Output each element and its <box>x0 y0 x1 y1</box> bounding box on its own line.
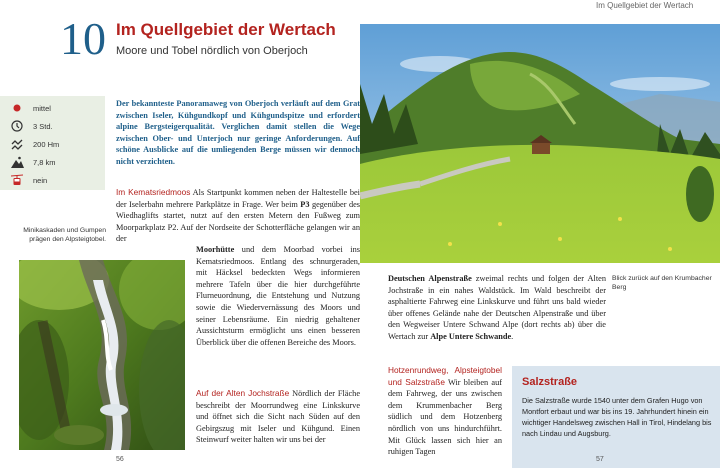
alpe-untere-schwande-label: Alpe Untere Schwande <box>430 331 512 341</box>
tour-info-box <box>0 96 105 190</box>
alpine-meadow-photo <box>360 24 720 263</box>
ascent-icon <box>10 138 24 150</box>
info-duration <box>10 118 53 134</box>
info-duration-text: 3 Std. <box>33 121 53 131</box>
info-difficulty-text: mittel <box>33 103 51 113</box>
salzstrasse-sidebox <box>512 366 720 468</box>
alpenstrasse-label: Deutschen Alpenstraße <box>388 274 472 283</box>
paragraph-kematsriedmoos: Im Kematsriedmoos Als Startpunkt kommen neben der Haltestelle bei der Iselerbahn mehrere Parkplätze in Frage. Wer beim P3 gegenüber des Wiedhaglifts startet, nutzt auf den ersten Metern den Fußweg zum Moorparkplatz P2. Auf der Nordseite der Schotterfläche gelangen wir an der <box>116 187 360 244</box>
left-photo-caption: Minikaskaden und Gumpen prägen den Alpsteigtobel. <box>23 227 106 243</box>
paragraph-moorhuette: Moorhütte und dem Moorbad vorbei ins Kematsriedmoos. Entlang des schnurgeraden, mit Häcksel bedeckten Wegs informieren mehrere Tafeln über die hier durchgeführte Flurneuordnung, die Entstehung und Nutzung sowie die Wiedervernässung des Moors und seiner Lebensräume. Ein niedrig gehaltener Aussichtsturm ermöglicht uns einen besseren Überblick über die offenen Bereiche des Moors. <box>196 245 360 347</box>
paragraph-hotzenrundweg: Hotzenrundweg, Alpsteigtobel und Salzstraße Wir bleiben auf dem Fahrweg, der uns zwischen dem Krummenbacher Berg südlich und dem Hotzenberg nördlich von uns hindurchführt. Mit Glück lassen sich hier an ruhigen Tagen <box>388 365 502 457</box>
info-distance <box>10 154 56 170</box>
clock-icon <box>10 120 24 132</box>
waterfall-gorge-photo <box>19 260 185 450</box>
parking-label: P3 <box>300 199 310 209</box>
section-heading-hotzenrundweg: Hotzenrundweg, Alpsteigtobel und Salzstraße <box>388 365 502 387</box>
section-heading-alte-jochstrasse: Auf der Alten Jochstraße <box>196 388 290 398</box>
page-number-left: 56 <box>116 456 124 463</box>
info-cable-car-text: nein <box>33 175 48 185</box>
info-ascent-text: 200 Hm <box>33 139 60 149</box>
difficulty-dot-icon <box>10 102 24 114</box>
right-photo-caption: Blick zurück auf den Krumbacher Berg <box>612 275 712 291</box>
info-difficulty <box>10 100 51 116</box>
sidebox-text: Die Salzstraße wurde 1540 unter dem Grafen Hugo von Montfort erbaut und war bis ins 19. Jahrhundert hinein ein wichtiger Handelsweg zwischen Hall in Tirol, Hindelang bis nach Lindau und Augsburg. <box>522 396 712 438</box>
sidebox-title: Salzstraße <box>522 376 578 388</box>
moorhuette-label: Moorhütte <box>196 245 235 254</box>
paragraph-alpenstrasse: Deutschen Alpenstraße zweimal rechts und folgen der Alten Jochstraße in ein nahes Waldstück. Im Wald beschreibt der asphaltierte Fahrweg eine Linkskurve und führt uns bald wieder über offenes Gelände nahe der Deutschen Alpenstraße und über den Wegweiser Untere Schwand Alpe (dort rechts ab) über die Wertach zur Alpe Untere Schwande. <box>388 274 606 341</box>
page-number-right: 57 <box>596 456 604 463</box>
paragraph-alte-jochstrasse: Auf der Alten Jochstraße Nördlich der Fläche beschreibt der Moorrundweg eine Linkskurve und öffnet sich die Sicht nach Süden auf den Gebirgszug mit Iseler und Kühgund. Einen Steinwurf weiter halten wir uns bei der <box>196 388 360 445</box>
hiker-icon <box>10 156 24 168</box>
page-title: Im Quellgebiet der Wertach <box>116 20 336 39</box>
running-head: Im Quellgebiet der Wertach <box>596 1 694 10</box>
chapter-number: 10 <box>60 13 106 64</box>
page-subtitle: Moore und Tobel nördlich von Oberjoch <box>116 45 308 57</box>
info-cable-car <box>10 172 47 188</box>
cable-car-icon <box>10 174 24 186</box>
section-heading-kematsriedmoos: Im Kematsriedmoos <box>116 187 191 197</box>
info-ascent <box>10 136 59 152</box>
intro-paragraph: Der bekannteste Panoramaweg von Oberjoch verläuft auf dem Grat zwischen Iseler, Kühgundkopf und Kühgundspitze und erfordert alpine Bergsteigerqualität. Verglichen damit stellen die Wege zwischen Ober- und Unterjoch nur geringe Anforderungen. Auf schöne Ausblicke auf die umliegenden Berge müssen wir dennoch nicht verzichten. <box>116 99 360 166</box>
info-distance-text: 7,8 km <box>33 157 56 167</box>
